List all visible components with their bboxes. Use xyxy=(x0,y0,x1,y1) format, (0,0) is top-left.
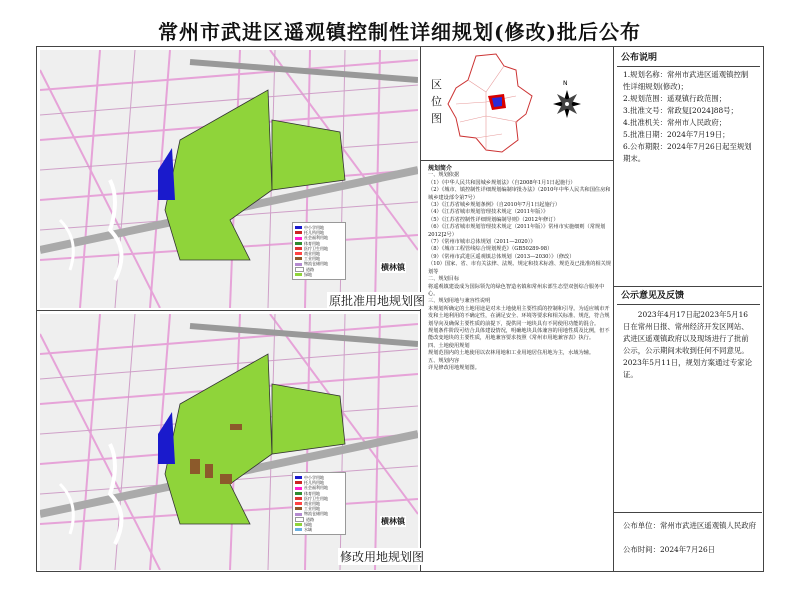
legend-item: 道路 xyxy=(295,267,343,272)
original-map-caption: 原批准用地规划图 xyxy=(329,294,426,308)
divider xyxy=(420,46,421,572)
legend-item: 托儿所用地 xyxy=(295,230,343,235)
notice-item: 3.批准文号：常政复[2024]88号； xyxy=(623,106,738,115)
opinion-text: 2023年4月17日起2023年5月16日在常州日报、常州经济开发区网站、武进区遥观镇政府以及现场进行了批前公示，公示期间未收到任何不同意见。2023年5月11日，规划方案通过专家论证。 xyxy=(623,310,752,379)
opinion-heading: 公示意见及反馈 xyxy=(617,288,760,305)
intro-line: 本规划所确定的土地用途是对未土地使用主要性质的控制和引导。为适应城市开发和土地利用的不确定性，在满足安全、环境等要求和相关标准、规范，符合规划导向及确保主要性质的前提下，提供同一地块具有不同使用功能的混合。 xyxy=(428,305,610,327)
intro-line: （3）《江苏省城乡规划条例》（自2010年7月1日起施行） xyxy=(428,202,561,209)
legend-item: 工业用地 xyxy=(295,256,343,261)
divider xyxy=(36,310,421,311)
intro-line: 三、规划用地与兼容性说明 xyxy=(428,298,491,305)
legend-item: 绿地 xyxy=(295,522,343,527)
intro-line: 详见修改用地规划图。 xyxy=(428,364,480,371)
intro-line: （2）《城市、镇控制性详细规划编制审批办法》（2010年中华人民共和国住房和城乡建设部令第7号） xyxy=(428,187,611,201)
legend-item: 物流仓储用地 xyxy=(295,261,343,266)
notice-item: 4.批准机关：常州市人民政府； xyxy=(623,118,727,127)
intro-line: （5）《江苏省控制性详细规划编制导则》（2012年修订） xyxy=(428,216,559,223)
page-title: 常州市武进区遥观镇控制性详细规划(修改)批后公布 xyxy=(158,20,641,44)
location-map-label: 区 位 图 xyxy=(431,78,442,125)
north-arrow-icon xyxy=(546,78,588,122)
revised-map-caption: 修改用地规划图 xyxy=(340,550,425,564)
divider xyxy=(613,512,762,513)
intro-line: （6）《江苏省城市规划管理技术规定（2011年版）》常州市实施细则（常规划2012]2号） xyxy=(428,224,606,238)
intro-line: 一、规划依据 xyxy=(428,172,460,179)
planning-intro xyxy=(428,165,611,372)
legend-item: 托儿所用地 xyxy=(295,480,343,485)
intro-line: 规划范围内的土地使用以农林用地和工业用地居住用地为主，水域为辅。 xyxy=(428,350,595,357)
notice-item: 6.公布期限：2024年7月26日起至规划期末。 xyxy=(623,142,752,163)
notice-item: 5.批准日期：2024年7月19日； xyxy=(623,130,730,139)
intro-line: （4）《江苏省城市规划管理技术规定（2011年版）》 xyxy=(428,209,549,216)
intro-line: 二、规划目标 xyxy=(428,276,460,283)
notice-item: 2.规划范围：遥观镇行政范围； xyxy=(623,94,727,103)
town-label: 横林镇 xyxy=(381,516,405,526)
intro-line: （8）《城市工程管线综合规划规范》（GB50289-98） xyxy=(428,246,553,253)
divider xyxy=(420,160,613,161)
legend-item: 水域 xyxy=(295,527,343,532)
legend-item: 商业用地 xyxy=(295,501,343,506)
intro-line: 规划条件阶段可结合具体建设情况，明确地块具体兼容的用地性质及比例，但不能改变地块的主要性质，用地兼容要求按照《常州市用地兼容表》执行。 xyxy=(428,327,610,342)
legend-item: 医疗卫生用地 xyxy=(295,496,343,501)
intro-line: 将遥观镇建设成为国际领先的绿色智造名镇和常州东部生态型双创综合服务中心。 xyxy=(428,283,605,297)
original-land-use-map xyxy=(40,50,418,308)
notice-item: 1.规划名称：常州市武进区遥观镇控制性详细规划(修改)； xyxy=(623,70,749,91)
notice-section xyxy=(617,50,760,167)
legend-item: 医疗卫生用地 xyxy=(295,246,343,251)
intro-line: （7）《常州市城市总体规划（2011—2020）》 xyxy=(428,239,536,246)
divider xyxy=(613,46,614,572)
legend-item: 社会福利用地 xyxy=(295,235,343,240)
legend-item: 道路 xyxy=(295,517,343,522)
location-map xyxy=(446,52,536,156)
map-legend xyxy=(292,472,346,535)
intro-line: 五、规划内容 xyxy=(428,357,460,364)
divider xyxy=(613,286,762,287)
intro-line: 四、土地使用规划 xyxy=(428,342,470,349)
svg-text:N: N xyxy=(563,80,568,87)
town-label: 横林镇 xyxy=(381,262,405,272)
intro-heading: 规划简介 xyxy=(428,165,453,172)
legend-item: 商业用地 xyxy=(295,251,343,256)
map-legend xyxy=(292,222,346,280)
publish-unit: 公布单位：常州市武进区遥观镇人民政府 xyxy=(623,521,757,530)
legend-item: 绿地 xyxy=(295,272,343,277)
legend-item: 中小学用地 xyxy=(295,475,343,480)
legend-item: 物流仓储用地 xyxy=(295,511,343,516)
legend-item: 体育用地 xyxy=(295,491,343,496)
intro-line: （10）国家、省、市有关法律、法规、规定和技术标准、规范及已批准的相关规划等 xyxy=(428,261,611,275)
legend-item: 工业用地 xyxy=(295,506,343,511)
notice-heading: 公布说明 xyxy=(617,50,760,67)
revised-land-use-map xyxy=(40,314,418,570)
legend-item: 体育用地 xyxy=(295,241,343,246)
legend-item: 中小学用地 xyxy=(295,225,343,230)
publish-date: 公布时间：2024年7月26日 xyxy=(623,545,716,554)
intro-line: （9）《常州市武进区遥观镇总体规划（2013—2030）》（修改） xyxy=(428,253,575,260)
opinion-section xyxy=(617,288,760,385)
intro-line: （1）《中华人民共和国城乡规划法》（自2008年1月1日起施行） xyxy=(428,179,576,186)
legend-item: 社会福利用地 xyxy=(295,485,343,490)
